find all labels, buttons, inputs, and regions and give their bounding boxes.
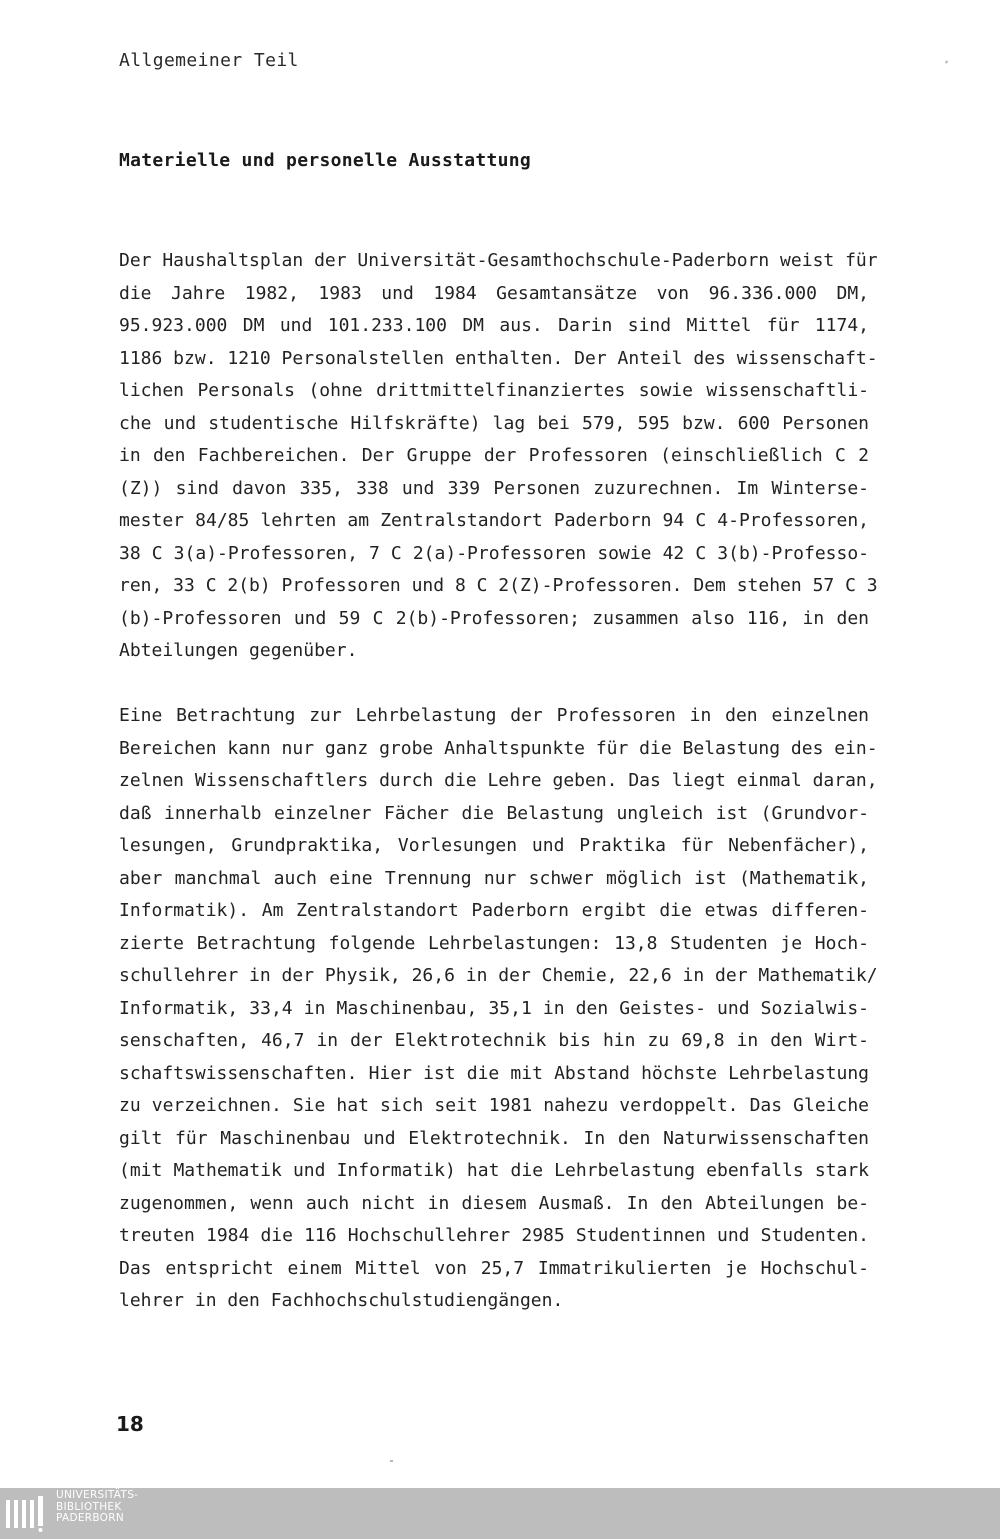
text-line: zierte Betrachtung folgende Lehrbelastungen: 13,8 Studenten je Hoch-	[119, 932, 869, 954]
text-line: zu verzeichnen. Sie hat sich seit 1981 nahezu verdoppelt. Das Gleiche	[119, 1095, 869, 1116]
text-line: (b)-Professoren und 59 C 2(b)-Professoren; zusammen also 116, in den	[119, 607, 869, 629]
text-line: 38 C 3(a)-Professoren, 7 C 2(a)-Professoren sowie 42 C 3(b)-Professo-	[119, 542, 869, 564]
library-footer-bar	[0, 1488, 1000, 1539]
text-line: Informatik, 33,4 in Maschinenbau, 35,1 in den Geistes- und Sozialwis-	[119, 997, 869, 1019]
text-line: Bereichen kann nur ganz grobe Anhaltspunkte für die Belastung des ein-	[119, 737, 878, 759]
section-title: Materielle und personelle Ausstattung	[119, 150, 532, 171]
page-number: 18	[116, 1412, 144, 1436]
text-line: senschaften, 46,7 in der Elektrotechnik bis hin zu 69,8 in den Wirt-	[119, 1030, 869, 1051]
scan-speck	[945, 60, 948, 64]
paragraph-budget	[119, 245, 878, 668]
text-line: Das entspricht einem Mittel von 25,7 Immatrikulierten je Hochschul-	[119, 1257, 869, 1279]
logo-text-line: PADERBORN	[56, 1512, 124, 1524]
library-logo-text	[56, 1490, 138, 1525]
text-line: schullehrer in der Physik, 26,6 in der Chemie, 22,6 in der Mathematik/	[119, 965, 878, 986]
text-line: daß innerhalb einzelner Fächer die Belastung ungleich ist (Grundvor-	[119, 802, 869, 824]
text-line: Informatik). Am Zentralstandort Paderborn ergibt die etwas differen-	[119, 900, 869, 921]
logo-text-line: BIBLIOTHEK	[56, 1500, 122, 1513]
text-line: die Jahre 1982, 1983 und 1984 Gesamtansätze von 96.336.000 DM,	[119, 282, 869, 304]
text-line: schaftswissenschaften. Hier ist die mit Abstand höchste Lehrbelastung	[119, 1062, 869, 1084]
text-line: zugenommen, wenn auch nicht in diesem Ausmaß. In den Abteilungen be-	[119, 1192, 869, 1214]
text-line: (mit Mathematik und Informatik) hat die Lehrbelastung ebenfalls stark	[119, 1160, 869, 1181]
scan-speck	[390, 1460, 393, 1462]
text-line: Abteilungen gegenüber.	[119, 640, 358, 661]
text-line: gilt für Maschinenbau und Elektrotechnik. In den Naturwissenschaften	[119, 1127, 869, 1149]
text-line: aber manchmal auch eine Trennung nur schwer möglich ist (Mathematik,	[119, 867, 869, 889]
text-line: lichen Personals (ohne drittmittelfinanziertes sowie wissenschaftli-	[119, 380, 869, 401]
text-line: lehrer in den Fachhochschulstudiengängen.	[119, 1290, 564, 1311]
text-line: che und studentische Hilfskräfte) lag bei 579, 595 bzw. 600 Personen	[119, 412, 869, 434]
text-line: (Z)) sind davon 335, 338 und 339 Personen zuzurechnen. Im Winterse-	[119, 477, 869, 499]
library-logo-icon	[6, 1496, 46, 1532]
text-line: Eine Betrachtung zur Lehrbelastung der Professoren in den einzelnen	[119, 705, 869, 726]
text-line: in den Fachbereichen. Der Gruppe der Professoren (einschließlich C 2	[119, 445, 869, 466]
paragraph-teaching-load	[119, 700, 878, 1318]
text-line: 1186 bzw. 1210 Personalstellen enthalten. Der Anteil des wissenschaft-	[119, 347, 878, 369]
logo-text-line: UNIVERSITÄTS-	[56, 1489, 139, 1501]
text-line: 95.923.000 DM und 101.233.100 DM aus. Darin sind Mittel für 1174,	[119, 315, 869, 336]
text-line: zelnen Wissenschaftlers durch die Lehre geben. Das liegt einmal daran,	[119, 770, 878, 791]
text-line: Der Haushaltsplan der Universität-Gesamthochschule-Paderborn weist für	[119, 250, 878, 271]
text-line: mester 84/85 lehrten am Zentralstandort Paderborn 94 C 4-Professoren,	[119, 510, 869, 531]
running-head: Allgemeiner Teil	[119, 50, 299, 71]
text-line: lesungen, Grundpraktika, Vorlesungen und Praktika für Nebenfächer),	[119, 835, 869, 856]
text-line: treuten 1984 die 116 Hochschullehrer 2985 Studentinnen und Studenten.	[119, 1225, 869, 1246]
text-line: ren, 33 C 2(b) Professoren und 8 C 2(Z)-Professoren. Dem stehen 57 C 3	[119, 575, 878, 596]
